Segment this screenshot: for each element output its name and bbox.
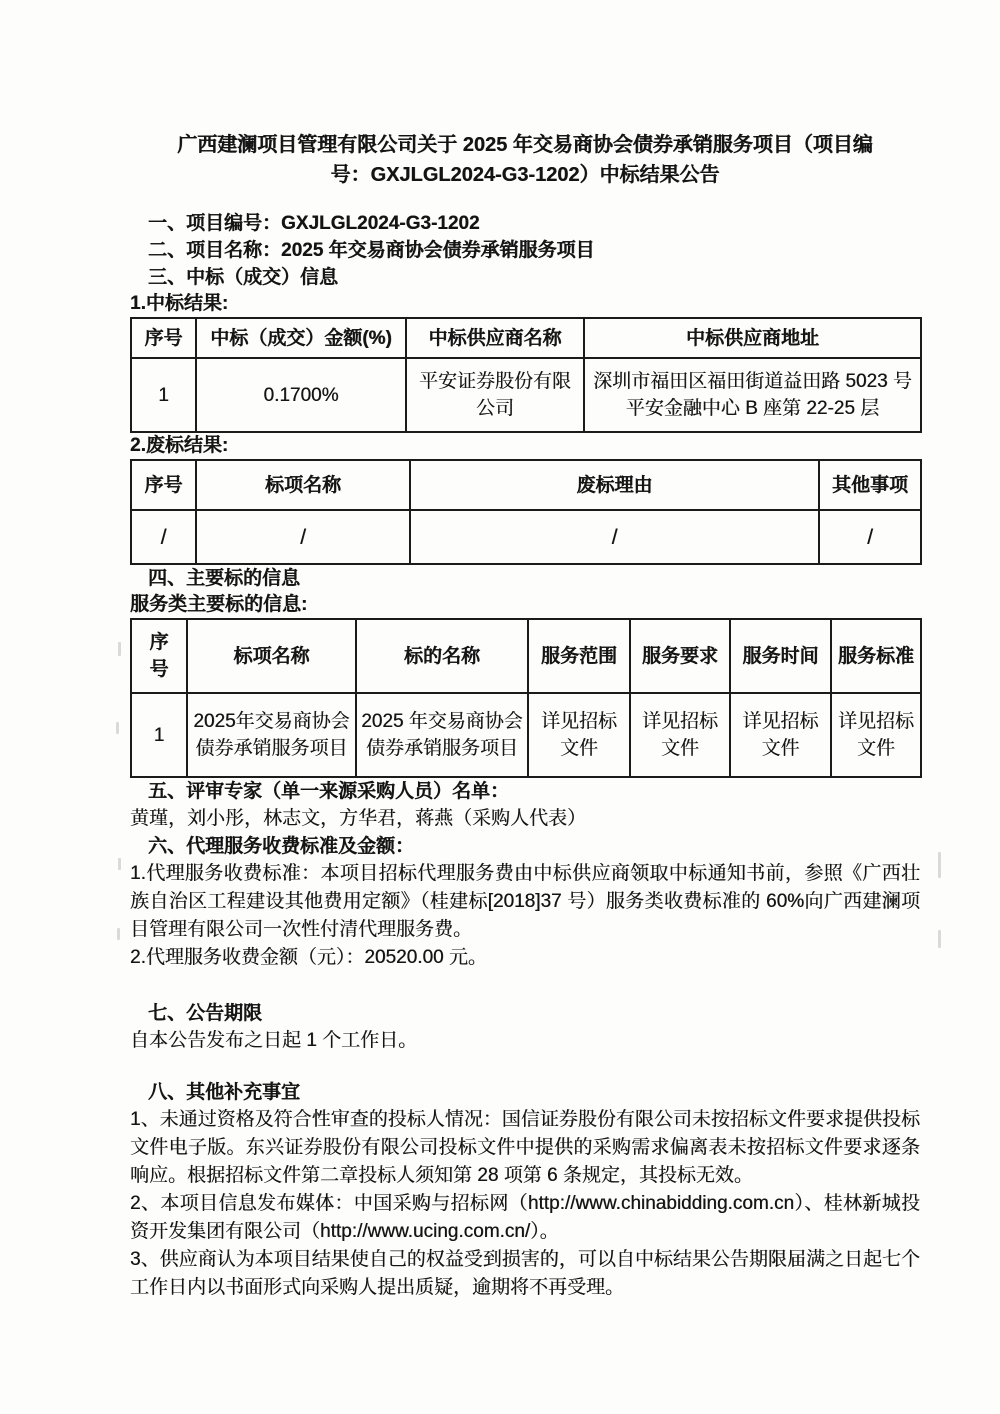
other-matters-item-1: 1、未通过资格及符合性审查的投标人情况：国信证券股份有限公司未按招标文件要求提供投标文件电子版。东兴证券股份有限公司投标文件中提供的采购需求偏离表未按招标文件要求逐条响应。根据招标文件第二章投标人须知第 28 项第 6 条规定，其投标无效。 [130, 1109, 920, 1186]
section-award-info: 三、中标（成交）信息 [148, 267, 339, 288]
rejected-bids-table [130, 459, 922, 565]
document-content [130, 0, 920, 1302]
award-header-amount: 中标（成交）金额(%) [196, 318, 406, 358]
scan-artifact [117, 928, 120, 940]
reject-header-item: 标项名称 [196, 460, 410, 510]
subject-info-table [130, 618, 922, 778]
award-cell-supplier: 平安证券股份有限公司 [406, 358, 584, 432]
subject-cell-index: 1 [131, 693, 187, 777]
experts-name-list: 黄瑾，刘小彤，林志文，方华君，蒋燕（采购人代表） [130, 808, 587, 829]
reject-cell-reason: / [410, 510, 819, 564]
document-title-line1: 广西建澜项目管理有限公司关于 2025 年交易商协会债券承销服务项目（项目编 [177, 134, 873, 156]
section-project-number: 一、项目编号：GXJLGL2024-G3-1202 [148, 213, 480, 234]
announcement-period-text: 自本公告发布之日起 1 个工作日。 [130, 1030, 418, 1051]
section-experts: 五、评审专家（单一来源采购人员）名单： [148, 781, 510, 802]
reject-header-reason: 废标理由 [410, 460, 819, 510]
scan-artifact [938, 852, 941, 878]
award-result-label: 1.中标结果: [130, 293, 229, 314]
section-agency-fee: 六、代理服务收费标准及金额： [148, 836, 415, 857]
subject-cell-standard: 详见招标文件 [831, 693, 921, 777]
reject-result-label: 2.废标结果: [130, 435, 229, 456]
document-title-line2: 号：GXJLGL2024-G3-1202）中标结果公告 [330, 164, 720, 186]
award-header-address: 中标供应商地址 [584, 318, 921, 358]
section-announcement-period: 七、公告期限 [148, 1003, 263, 1024]
agency-fee-standard: 1.代理服务收费标准：本项目招标代理服务费由中标供应商领取中标通知书前，参照《广西壮族自治区工程建设其他费用定额》（桂建标[2018]37 号）服务类收费标准的 60%向广西建澜项目管理有限公司一次性付清代理服务费。 [130, 863, 920, 940]
table-row [131, 693, 921, 777]
scan-artifact [116, 722, 119, 734]
section-subject-info: 四、主要标的信息 [148, 568, 301, 589]
award-header-index: 序号 [131, 318, 196, 358]
award-cell-address: 深圳市福田区福田街道益田路 5023 号平安金融中心 B 座第 22-25 层 [584, 358, 921, 432]
subject-header-item-name: 标项名称 [187, 619, 356, 693]
subject-header-requirements: 服务要求 [630, 619, 730, 693]
scan-artifact [118, 858, 121, 870]
agency-fee-amount: 2.代理服务收费金额（元）：20520.00 元。 [130, 947, 487, 968]
subject-cell-scope: 详见招标文件 [528, 693, 630, 777]
table-row [131, 358, 921, 432]
other-matters-item-3: 3、供应商认为本项目结果使自己的权益受到损害的，可以自中标结果公告期限届满之日起七个工作日内以书面形式向采购人提出质疑，逾期将不再受理。 [130, 1249, 920, 1298]
document-title [130, 130, 920, 190]
table-header-row [131, 460, 921, 510]
subject-header-index: 序号 [131, 619, 187, 693]
subject-cell-item-name: 2025年交易商协会债券承销服务项目 [187, 693, 356, 777]
scan-artifact [938, 930, 941, 948]
subject-header-scope: 服务范围 [528, 619, 630, 693]
subject-header-subject-name: 标的名称 [356, 619, 528, 693]
table-header-row [131, 318, 921, 358]
reject-header-index: 序号 [131, 460, 196, 510]
reject-header-other: 其他事项 [819, 460, 921, 510]
subject-cell-requirements: 详见招标文件 [630, 693, 730, 777]
table-header-row [131, 619, 921, 693]
subject-cell-subject-name: 2025 年交易商协会债券承销服务项目 [356, 693, 528, 777]
award-cell-index: 1 [131, 358, 196, 432]
subject-header-time: 服务时间 [730, 619, 831, 693]
section-other-matters: 八、其他补充事宜 [148, 1082, 301, 1103]
other-matters-item-2: 2、本项目信息发布媒体：中国采购与招标网（http://www.chinabidding.com.cn）、桂林新城投资开发集团有限公司（http://www.ucing.com.cn/）。 [130, 1193, 920, 1242]
subject-info-sublabel: 服务类主要标的信息: [130, 594, 308, 615]
reject-cell-item: / [196, 510, 410, 564]
award-cell-amount: 0.1700% [196, 358, 406, 432]
scan-artifact [118, 642, 121, 656]
subject-header-standard: 服务标准 [831, 619, 921, 693]
award-result-table [130, 317, 922, 433]
section-project-name: 二、项目名称：2025 年交易商协会债券承销服务项目 [148, 240, 595, 261]
award-header-supplier: 中标供应商名称 [406, 318, 584, 358]
reject-cell-index: / [131, 510, 196, 564]
subject-cell-time: 详见招标文件 [730, 693, 831, 777]
reject-cell-other: / [819, 510, 921, 564]
table-row [131, 510, 921, 564]
